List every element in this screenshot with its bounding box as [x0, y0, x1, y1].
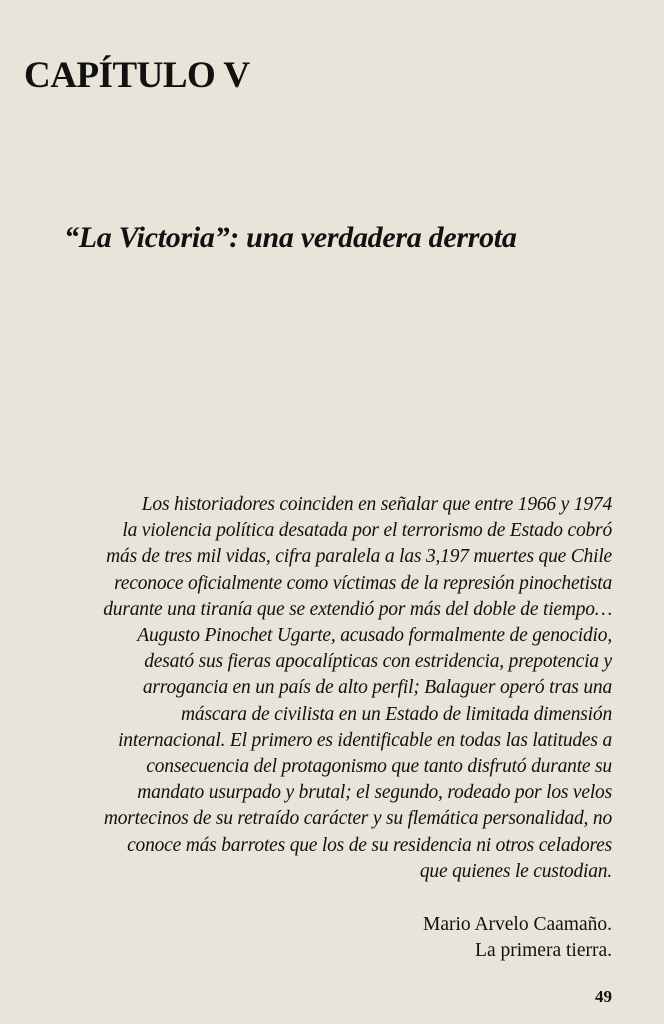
page-number: 49 [595, 987, 612, 1006]
epigraph-line: internacional. El primero es identificable en todas las latitudes a [118, 729, 612, 751]
epigraph-line: reconoce oficialmente como víctimas de la represión pinochetista [114, 572, 612, 594]
epigraph-line: mandato usurpado y brutal; el segundo, rodeado por los velos [137, 782, 612, 804]
epigraph-author: Mario Arvelo Caamaño. [423, 914, 612, 935]
epigraph-line: más de tres mil vidas, cifra paralela a las 3,197 muertes que Chile [106, 546, 612, 568]
epigraph-line: Los historiadores coinciden en señalar que entre 1966 y 1974 [141, 494, 612, 515]
epigraph-line: consecuencia del protagonismo que tanto disfrutó durante su [146, 756, 612, 778]
epigraph [12, 492, 612, 885]
epigraph-line: mortecinos de su retraído carácter y su flemática personalidad, no [103, 808, 612, 830]
epigraph-line: Augusto Pinochet Ugarte, acusado formalmente de genocidio, [137, 625, 612, 647]
epigraph-line: máscara de civilista en un Estado de limitada dimensión [181, 703, 612, 725]
epigraph-line: conoce más barrotes que los de su residencia ni otros celadores [127, 834, 612, 856]
epigraph-line: desató sus fieras apocalípticas con estridencia, prepotencia y [144, 651, 612, 673]
epigraph-line: durante una tiranía que se extendió por más del doble de tiempo… [103, 598, 612, 620]
epigraph-source: La primera tierra. [475, 940, 612, 961]
epigraph-attribution [423, 912, 612, 964]
epigraph-line: que quienes le custodian. [419, 860, 612, 882]
epigraph-line: la violencia política desatada por el terrorismo de Estado cobró [122, 520, 612, 542]
chapter-title: CAPÍTULO V [24, 55, 250, 96]
chapter-subtitle: “La Victoria”: una verdadera derrota [64, 221, 517, 254]
epigraph-line: arrogancia en un país de alto perfil; Balaguer operó tras una [142, 677, 612, 699]
